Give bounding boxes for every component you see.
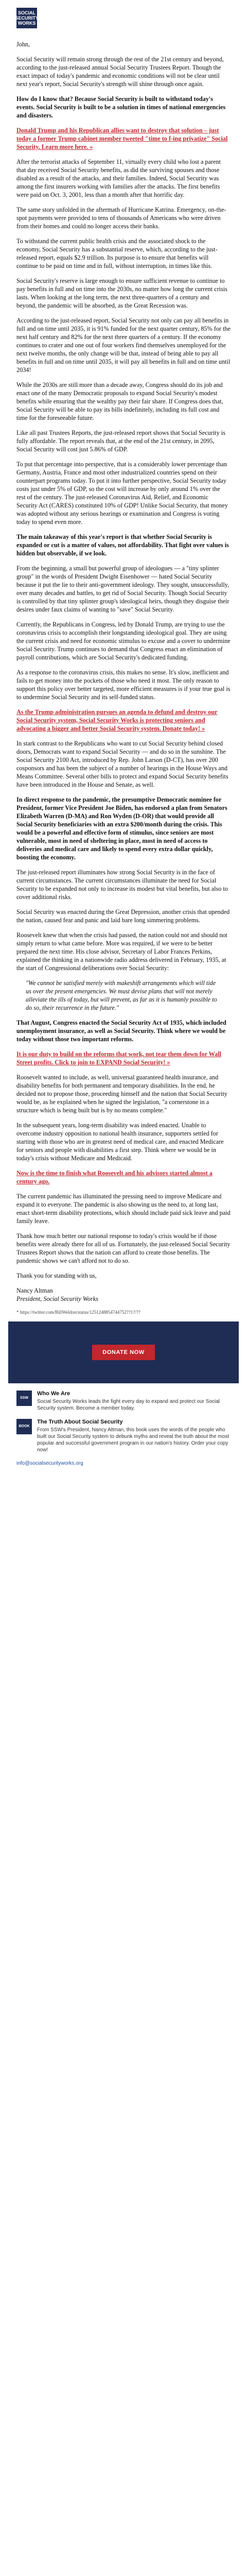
who-we-are-title: Who We Are	[37, 1391, 70, 1397]
paragraph-24: Thank how much better our national response to today's crisis would be if those benefits were already there for all of us. Fortunately, the just-released Social Security Trustees Report shows that the nation can afford to create those benefits. The pandemic shows we can't afford not to do so.	[16, 1232, 231, 1264]
perkins-quote: "We cannot be satisfied merely with makeshift arrangements which will tide us over the present emergencies. We must devise plans that will not merely alleviate the ills of today, but will prevent, as far as it is humanly possible to do so, their recurrence in the future."	[26, 979, 217, 1011]
donate-band	[8, 1321, 239, 1383]
paragraph-14: As a response to the coronavirus crisis, this makes no sense. It's slow, inefficient and fails to get money into the pockets of those who need it most. The only reason to support this policy over better targeted, more efficient measures is if your true goal is to undermine Social Security and its self-funded status.	[16, 669, 231, 701]
footer	[8, 1383, 239, 1477]
paragraph-23: The current pandemic has illuminated the pressing need to improve Medicare and expand it to everyone. The pandemic is also showing us the need to, at long last, enact short-term disability protections, which should include paid sick leave and paid family leave.	[16, 1193, 231, 1225]
paragraph-20: That August, Congress enacted the Social Security Act of 1935, which included unemployment insurance, as well as Social Security. Think where we would be today without those two important reforms.	[16, 1019, 226, 1043]
paragraph-1: Social Security will remain strong through the rest of the 21st century and beyond, according to the just-released annual Social Security Trustees Report. Though the exact impact of today's pandemic and economic conditions will not be clear until next year's report, Social Security's strength will shine through once again.	[16, 56, 224, 88]
paragraph-16: In direct response to the pandemic, the presumptive Democratic nominee for President, former Vice President Joe Biden, has endorsed a plan from Senators Elizabeth Warren (D-MA) and Ron Wyden (D-OR) that would provide all Social Security beneficiaries with an extra $200/month during the crisis. This would be a powerful and effective form of stimulus, since seniors are most vulnerable, most in need of sheltering in place, most in need of access to deliveries and medical care and likely to spend every extra dollar quickly, boosting the economy.	[16, 796, 227, 861]
book-icon: BOOK	[16, 1419, 32, 1434]
paragraph-9: Like all past Trustees Reports, the just-released report shows that Social Security is fully affordable. The report reveals that, at the end of the 21st century, in 2095, Social Security will cost just 5.86% of GDP.	[16, 429, 225, 453]
expand-link[interactable]: It is our duty to build on the reforms that work, not tear them down for Wall Street profits. Click to join to EXPAND Social Security! »	[16, 1050, 222, 1066]
greeting: John,	[16, 41, 30, 48]
paragraph-12: From the beginning, a small but powerful group of ideologues — a "tiny splinter group" in the words of President Dwight Eisenhower — hated Social Security because it put the lie to their anti-government ideology. They sought, unsuccessfully, over many decades and battles, to get rid of Social Security. Though Social Security is controlled by that tiny splinter group's ideological heirs, though they disguise their desires under faux claims of wanting to "save" Social Security.	[16, 565, 230, 613]
paragraph-13: Currently, the Republicans in Congress, led by Donald Trump, are trying to use the coronavirus crisis to accomplish their longstanding ideological goal. They are using the current crisis and need for economic stimulus to excuse and a cover to undermine Social Security. Trump continues to demand that Congress enact an elimination of payroll contributions, which are Social Security's dedicated funding.	[16, 621, 231, 661]
paragraph-4: The same story unfolded in the aftermath of Hurricane Katrina. Emergency, on-the-spot payments were provided to tens of thousands of Americans who were driven from their homes and could no longer access their banks.	[16, 206, 226, 230]
signature	[16, 1286, 231, 1303]
privatize-link[interactable]: Donald Trump and his Republican allies want to destroy that solution – just today a former Trump cabinet member tweeted "time to f-ing privatize" Social Security. Learn more here. »	[16, 127, 228, 150]
paragraph-6: Social Security's reserve is large enough to ensure sufficient revenue to continue to pay benefits in full and on time into the 2030s, no matter how long the current crisis lasts. When looking at the long term, the next three-quarters of a century and beyond, the pandemic will be absorbed, as the Great Recession was.	[16, 277, 227, 309]
signature-name: Nancy Altman	[16, 1287, 53, 1294]
footer-who-we-are	[16, 1391, 231, 1412]
who-we-are-text: Social Security Works leads the fight every day to expand and protect our Social Security system. Become a member today.	[37, 1399, 220, 1411]
header	[8, 0, 239, 37]
paragraph-15: In stark contrast to the Republicans who want to cut Social Security behind closed doors, Democrats want to expand Social Security — and do so in the sunshine. The Social Security 2100 Act, introduced by Rep. John Larson (D-CT), has over 200 cosponsors and has been the subject of a number of hearings in the House Ways and Means Committee. Several other bills to protect and expand Social Security benefits have been introduced in the House and Senate, as well.	[16, 740, 228, 788]
paragraph-5: To withstand the current public health crisis and the associated shock to the economy, Social Security has a substantial reserve, which, according to the just-released report, equals $2.9 trillion. Its purpose is to ensure that benefits will continue to be paid on time and in full, without interruption, in times like this.	[16, 238, 218, 269]
ssw-badge-icon: SSW	[16, 1391, 32, 1406]
paragraph-22: In the subsequent years, long-term disability was indeed enacted. Unable to overcome industry opposition to national health insurance, supporters settled for starting with those who are in greatest need of medical care, and enacted Medicare for seniors and people with disabilities a first step. Think where we would be in today's crisis without Medicare and Medicaid.	[16, 1122, 224, 1162]
footnote: * https://twitter.com/BillWeldon/status/1251248854744752??1?/??	[16, 1310, 140, 1315]
paragraph-2: How do I know that? Because Social Security is built to withstand today's events. Social Security is built to be a solution in times of national emergencies and disasters.	[16, 95, 226, 119]
ssw-logo[interactable]	[16, 8, 37, 28]
paragraph-11: The main takeaway of this year's report is that whether Social Security is expanded or cut is a matter of values, not affordability. That fight over values is hidden but observable, if we look.	[16, 533, 229, 557]
closing: Thank you for standing with us,	[16, 1272, 97, 1279]
paragraph-17: The just-released report illuminates how strong Social Security is in the face of current circumstances. The current circumstances illuminate the need for Social Security to be expanded not only to increase its modest but vital benefits, but also to cover additional risks.	[16, 869, 228, 901]
contact-email[interactable]: info@socialsecurityworks.org	[16, 1461, 83, 1466]
paragraph-7: According to the just-released report, Social Security not only can pay all benefits in full and on time until 2035, it is 91% funded for the next quarter century, 85% for the next half century and 82% for the next three quarters of a century. If the economy continues to crater and one out of four workers find themselves unemployed for the next twelve months, the only change will be that, instead of being able to pay all benefits in full and on time until 2035, it will pay all benefits in full and on time until 2034!	[16, 317, 231, 374]
donate-link[interactable]: As the Trump administration pursues an agenda to defund and destroy our Social Security system, Social Security Works is protecting seniors and advocating a bigger and better Social Security system. Donate today! »	[16, 708, 218, 732]
book-text: From SSW's President, Nancy Altman, this book uses the words of the people who built our Social Security system to debunk myths and reveal the truth about the most popular and successful government program in our nation's history. Order your copy now!	[37, 1427, 229, 1453]
paragraph-18: Social Security was enacted during the Great Depression, another crisis that upended the nation, caused fear and panic and laid bare long simmering problems.	[16, 908, 230, 924]
finish-link[interactable]: Now is the time to finish what Roosevelt and his advisors started almost a century ago.	[16, 1170, 213, 1185]
paragraph-3: After the terrorist attacks of September 11, virtually every child who lost a parent that day received Social Security benefits, as did the surviving spouses and those disabled as a result of the attacks, and their families. Indeed, Social Security was among the first insurers working with families after the attacks. The first benefits were paid on Oct. 3, 2001, less than a month after that horrific day.	[16, 158, 221, 198]
paragraph-21: Roosevelt wanted to include, as well, universal guaranteed health insurance, and disability benefits for both permanent and temporary disabilities. In the end, he decided not to propose those, proceeding himself and the nation that Social Security would be, as he explained when he signed the legislation, "a cornerstone in a structure which is being built but is by no means complete."	[16, 1074, 227, 1114]
letter-body	[8, 40, 239, 1315]
paragraph-19: Roosevelt knew that when the crisis had passed, the nation could not and should not simply return to what came before. More was required, if we were to be better prepared the next time. His close advisor, Secretary of Labor Frances Perkins, explained the thinking in a nationwide radio address delivered in February, 1935, at the start of Congressional deliberations over Social Security:	[16, 931, 227, 972]
book-title[interactable]: The Truth About Social Security	[37, 1419, 123, 1425]
email-container	[8, 0, 239, 1477]
paragraph-8: While the 2030s are still more than a decade away, Congress should do its job and enact one of the many Democratic proposals to expand Social Security's modest benefits while ensuring that the wealthy pay their fair share. If Congress does that, Social Security will be able to pay its bills indefinitely, including its full cost and time for the foreseeable future.	[16, 381, 223, 421]
signature-title: President, Social Security Works	[16, 1295, 98, 1302]
logo-text: SOCIAL SECURITY WORKS	[15, 10, 39, 26]
donate-now-button[interactable]: DONATE NOW	[92, 1345, 155, 1360]
paragraph-10: To put that percentage into perspective, that is a considerably lower percentage than Germany, Austria, France and most other industrialized countries spend on their counterpart programs today. To put it into further perspective, Social Security today costs just under 5% of GDP, so the cost will increase by only around 1% over the rest of the century. The just-released Coronavirus Aid, Relief, and Economic Security Act (CARES) constituted 10% of GDP! Unlike Social Security, that money was adopted without any serious hearings or examination and Congress is voting today to spend even more.	[16, 461, 228, 526]
footer-book	[16, 1419, 231, 1453]
